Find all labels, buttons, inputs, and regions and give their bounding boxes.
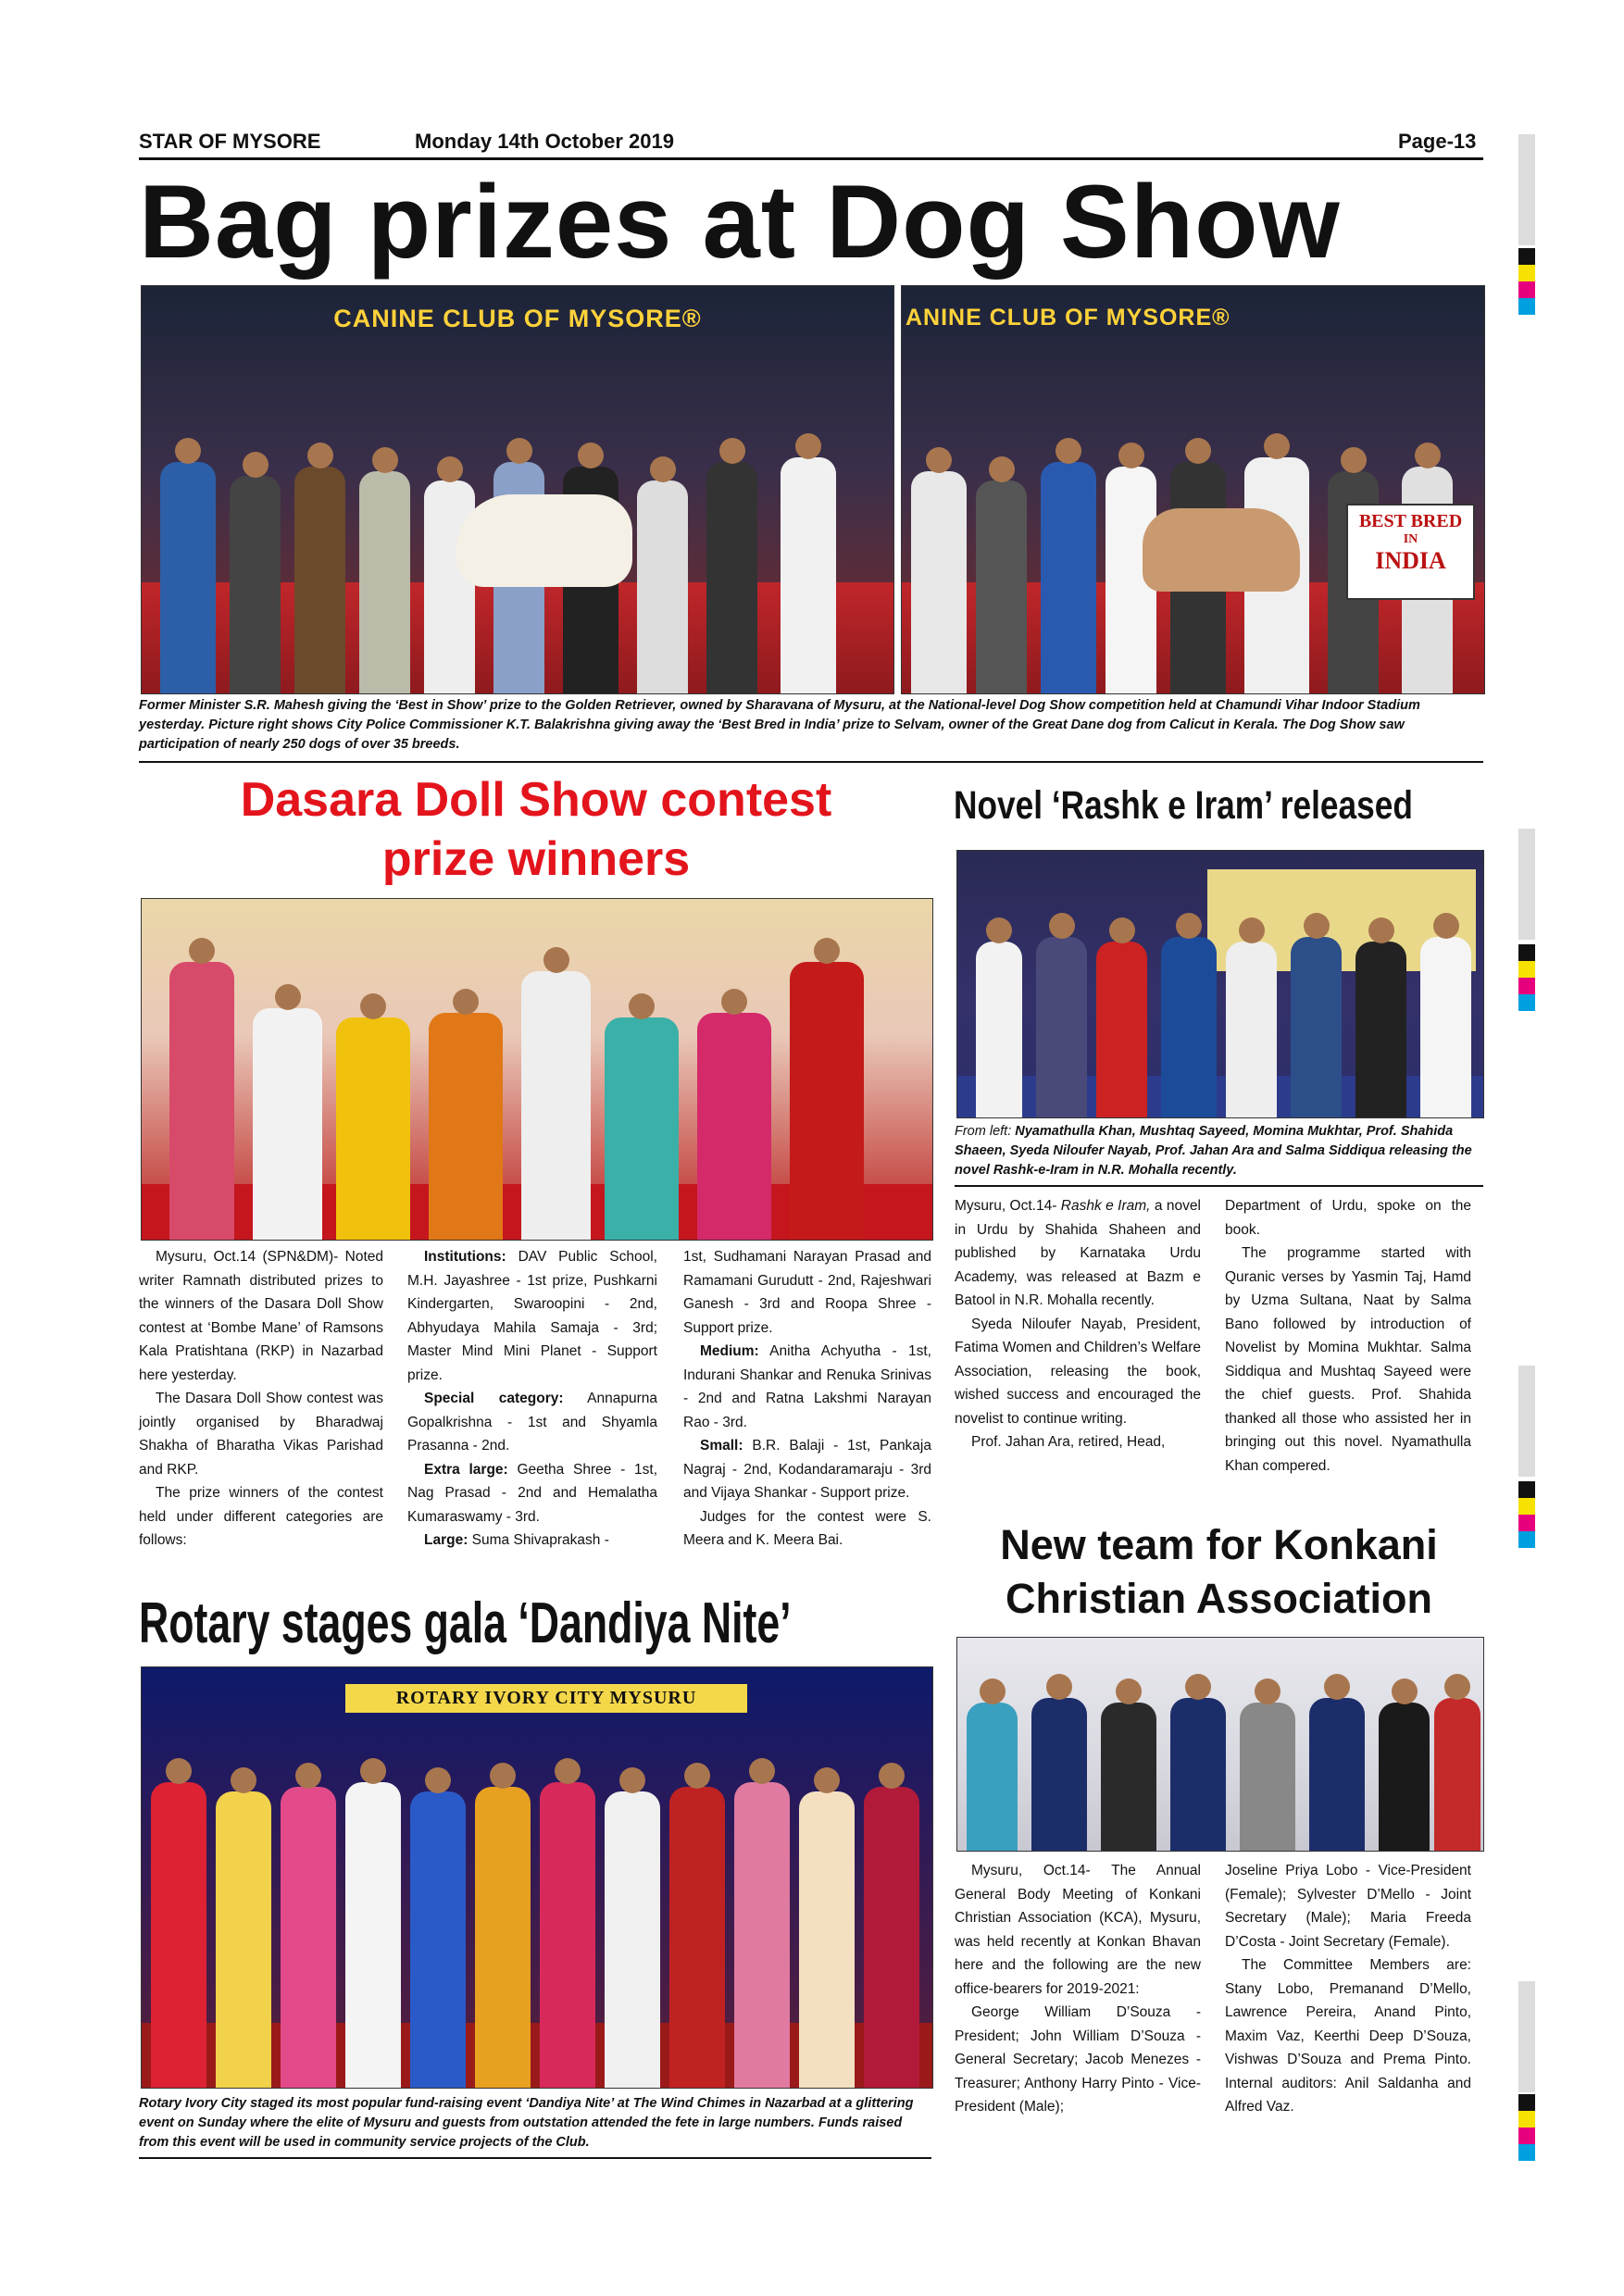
person (605, 1017, 679, 1240)
best-bred-sign (1346, 504, 1475, 600)
margin-grey-bar (1518, 134, 1535, 245)
person (1240, 1703, 1295, 1851)
person (1101, 1703, 1156, 1851)
konkani-column-1 (955, 1859, 1201, 2119)
person (976, 480, 1027, 693)
person (1226, 942, 1277, 1117)
person (1355, 942, 1406, 1117)
doll-show-photo (141, 898, 933, 1241)
paper-name: STAR OF MYSORE (139, 130, 321, 153)
headline-line: Christian Association (1006, 1575, 1432, 1622)
person (1309, 1698, 1365, 1851)
person (521, 971, 591, 1240)
paragraph: Annapurna Gopalkrishna - 1st and Shyamla Prasanna - 2nd. (407, 1391, 657, 1454)
paragraph: Suma Shivaprakash - (468, 1532, 609, 1548)
paragraph: Geetha Shree - 1st, Nag Prasad - 2nd and Hemalatha Kumaraswamy - 3rd. (407, 1461, 657, 1525)
novel-release-photo (956, 850, 1484, 1118)
doll-show-column-1 (139, 1245, 383, 1553)
dandiya-photo (141, 1666, 933, 2089)
section-rule (139, 2157, 931, 2159)
caption-text: Nyamathulla Khan, Mushtaq Sayeed, Momina Mukhtar, Prof. Shahida Shaeen, Syeda Niloufer Nayab, Prof. Jahan Ara and Salma Siddiqua releasing the novel Rashk-e-Iram in N.R. Mohalla recently. (955, 1124, 1472, 1178)
caption-lead: From left: (955, 1124, 1016, 1139)
person (790, 962, 864, 1240)
person (1379, 1703, 1430, 1851)
doll-show-column-3 (683, 1245, 931, 1553)
person (160, 462, 216, 693)
paragraph: Joseline Priya Lobo - Vice-President (Female); Sylvester D’Mello - Joint Secretary (Male); Maria Freeda D’Costa - Joint Secretary (Female). (1225, 1863, 1471, 1950)
person (216, 1791, 271, 2088)
paragraph: Syeda Niloufer Nayab, President, Fatima Women and Children’s Welfare Association, releasing the book, wished success and encouraged the novelist to continue writing. (955, 1316, 1201, 1427)
person (429, 1013, 503, 1240)
person (697, 1013, 771, 1240)
person (967, 1703, 1018, 1851)
sign-text: IN (1403, 532, 1418, 546)
paragraph: The programme started with Quranic verses by Yasmin Taj, Hamd by Uzma Sultana, Naat by Salma Bano followed by introduction of Novelist by Momina Mukhtar. Salma Siddiqua and Mushtaq Sayeed were the chief guests. Prof. Shahida thanked all those who assisted her in bringing out this novel. Nyamathulla Khan compered. (1225, 1245, 1471, 1474)
dandiya-headline: Rotary stages gala ‘Dandiya Nite’ (139, 1591, 792, 1655)
person (294, 467, 345, 693)
person (1291, 937, 1342, 1117)
paragraph: The Dasara Doll Show contest was jointly organised by Bharadwaj Shakha of Bharatha Vikas Parishad and RKP. (139, 1391, 383, 1478)
margin-grey-bar (1518, 1981, 1535, 2092)
book-title: Rashk e Iram, (1060, 1198, 1151, 1214)
person (1170, 1698, 1226, 1851)
person (1041, 462, 1096, 693)
paragraph: Mysuru, Oct.14 (SPN&DM)- Noted writer Ramnath distributed prizes to the winners of the Dasara Doll Show contest at ‘Bombe Mane’ of Ramsons Kala Pratishtana (RKP) in Nazarbad here yesterday. (139, 1249, 383, 1383)
person (734, 1782, 790, 2088)
person (1420, 937, 1471, 1117)
paragraph: The prize winners of the contest held under different categories are follows: (139, 1485, 383, 1548)
novel-column-2 (1225, 1194, 1471, 1478)
person (540, 1782, 595, 2088)
person (781, 457, 836, 693)
person (637, 480, 688, 693)
paragraph: Mysuru, Oct.14- The Annual General Body Meeting of Konkani Christian Association (KCA), Mysuru, was held recently at Konkan Bhavan here and the following are the new office-bearers for 2019-2021: (955, 1863, 1201, 1997)
person (345, 1782, 401, 2088)
paragraph: Judges for the contest were S. Meera and K. Meera Bai. (683, 1508, 931, 1548)
person (976, 942, 1022, 1117)
person (669, 1787, 725, 2088)
margin-grey-bar (1518, 1366, 1535, 1477)
person (799, 1791, 855, 2088)
dog-show-caption: Former Minister S.R. Mahesh giving the ‘Best in Show’ prize to the Golden Retriever, owned by Sharavana of Mysuru, at the National-level Dog Show competition held at Chamundi Vihar Indoor Stadium yesterday. Picture right shows City Police Commissioner K.T. Balakrishna giving away the ‘Best Bred in India’ prize to Selvam, owner of the Great Dane dog from Calicut in Kerala. The Dog Show saw participation of nearly 250 dogs of over 35 breeds. (139, 698, 1420, 752)
person (475, 1787, 531, 2088)
paragraph: DAV Public School, M.H. Jayashree - 1st prize, Pushkarni Kindergarten, Swaroopini - 2nd, Abhyudaya Mahila Samaja - 3rd; Master Mind Mini Planet - Support prize. (407, 1249, 657, 1383)
konkani-column-2 (1225, 1859, 1471, 2119)
paragraph: a novel in Urdu by Shahida Shaheen and published by Karnataka Urdu Academy, was released at Bazm e Batool in N.R. Mohalla recently. (955, 1198, 1201, 1308)
great-dane-dog (1143, 508, 1300, 592)
person (1036, 937, 1087, 1117)
masthead-rule (139, 157, 1483, 160)
section-rule (955, 1185, 1483, 1187)
margin-grey-bar (1518, 829, 1535, 940)
paragraph: George William D’Souza - President; John William D’Souza - General Secretary; Jacob Menezes - Treasurer; Anthony Harry Pinto - Vice-President (Male); (955, 2004, 1201, 2115)
person (1161, 937, 1217, 1117)
paragraph: Anitha Achyutha - 1st, Indurani Shankar and Renuka Srinivas - 2nd and Ratna Lakshmi Narayan Rao - 3rd. (683, 1343, 931, 1430)
category-label: Extra large: (424, 1461, 508, 1478)
sign-text: INDIA (1375, 547, 1446, 574)
section-rule (139, 761, 1483, 763)
novel-caption (955, 1122, 1473, 1180)
person (281, 1787, 336, 2088)
paragraph: Department of Urdu, spoke on the book. (1225, 1198, 1471, 1238)
category-label: Special category: (424, 1391, 564, 1406)
category-label: Large: (424, 1532, 468, 1548)
person (706, 462, 757, 693)
person (864, 1787, 919, 2088)
novel-headline: Novel ‘Rashk e Iram’ released (954, 783, 1413, 828)
novel-column-1 (955, 1194, 1201, 1454)
dateline: Mysuru, Oct.14- (955, 1198, 1061, 1214)
headline-line: prize winners (381, 832, 691, 886)
dog-show-headline: Bag prizes at Dog Show (139, 164, 1341, 280)
dandiya-caption: Rotary Ivory City staged its most popular fund-raising event ‘Dandiya Nite’ at The Wind Chimes in Nazarbad at a glittering event on Sunday where the elite of Mysuru and guests from outstation attended the fete in large numbers. Funds raised from this event will be used in community service projects of the Club. (139, 2096, 914, 2150)
person (1434, 1698, 1480, 1851)
person (1096, 942, 1147, 1117)
konkani-team-photo (956, 1637, 1484, 1852)
golden-retriever-dog (456, 494, 632, 587)
category-label: Medium: (700, 1343, 759, 1359)
issue-date: Monday 14th October 2019 (415, 130, 674, 153)
banner-text: ANINE CLUB OF MYSORE® (906, 305, 1230, 331)
paragraph: Prof. Jahan Ara, retired, Head, (971, 1434, 1166, 1450)
category-label: Small: (700, 1438, 743, 1454)
color-registration-mark (1518, 248, 1535, 315)
paragraph: 1st, Sudhamani Narayan Prasad and Ramamani Gurudutt - 2nd, Rajeshwari Ganesh - 3rd and Roopa Shree - Support prize. (683, 1249, 931, 1336)
person (605, 1791, 660, 2088)
person (410, 1791, 466, 2088)
person (359, 471, 410, 693)
color-registration-mark (1518, 944, 1535, 1011)
doll-show-headline (139, 770, 933, 889)
color-registration-mark (1518, 2094, 1535, 2161)
banner-text: ROTARY IVORY CITY MYSURU (345, 1684, 747, 1713)
dog-show-photo-right (901, 285, 1485, 694)
konkani-headline (955, 1518, 1483, 1626)
banner-text: CANINE CLUB OF MYSORE® (333, 305, 702, 332)
category-label: Institutions: (424, 1249, 506, 1265)
person (911, 471, 967, 693)
sign-text: BEST BRED (1358, 511, 1463, 531)
doll-show-column-2 (407, 1245, 657, 1553)
person (424, 480, 475, 693)
paragraph: The Committee Members are: Stany Lobo, Premanand D’Mello, Lawrence Pereira, Anand Pinto, Maxim Vaz, Keerthi Deep D’Souza, Vishwas D’Souza and Prema Pinto. Internal auditors: Anil Saldanha and Alfred Vaz. (1225, 1957, 1471, 2115)
person (253, 1008, 322, 1240)
headline-line: New team for Konkani (1000, 1521, 1438, 1568)
person (151, 1782, 206, 2088)
page-number: Page-13 (1398, 130, 1477, 153)
person (336, 1017, 410, 1240)
dog-show-photo-left (141, 285, 894, 694)
person (169, 962, 234, 1240)
color-registration-mark (1518, 1481, 1535, 1548)
person (230, 476, 281, 693)
headline-line: Dasara Doll Show contest (240, 773, 832, 827)
paragraph: B.R. Balaji - 1st, Pankaja Nagraj - 2nd, Kodandaramaraju - 3rd and Vijaya Shankar - Support prize. (683, 1438, 931, 1501)
person (1031, 1698, 1087, 1851)
